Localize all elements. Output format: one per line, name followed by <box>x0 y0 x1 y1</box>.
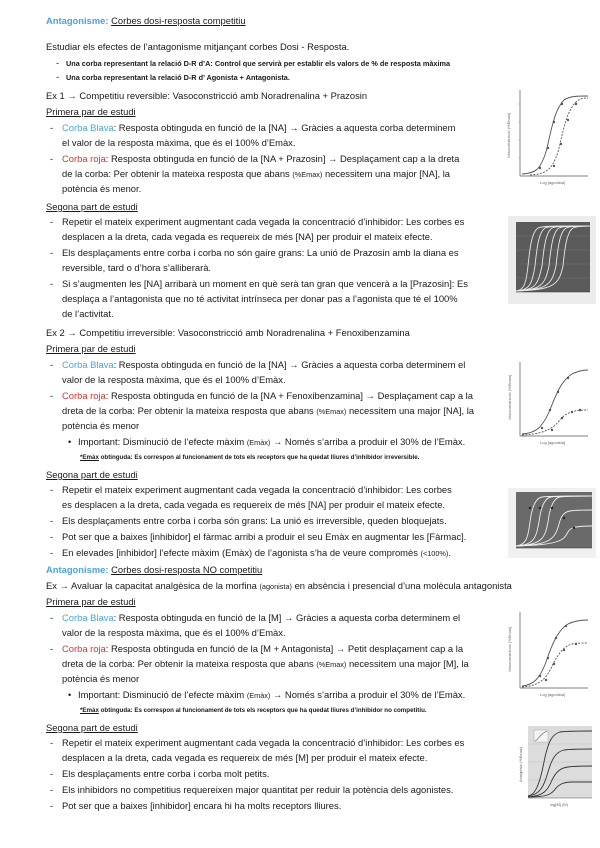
p2-line: es desplacen a la dreta, cada vegada es requereix de més [NA] per produir el mateix efecte. <box>62 499 446 510</box>
example-2-title: Ex 2 → Competitiu irreversible: Vasoconstricció amb Noradrenalina + Fenoxibenzamina <box>46 327 410 338</box>
dash-marker: - <box>50 547 54 558</box>
blue-curve-line-2: el valor de la resposta màxima, que és el 100% d’Emàx. <box>62 137 296 148</box>
figure-noncompetitive-dose-response <box>506 608 590 704</box>
red-curve-line-1: Corba roja: Resposta obtinguda en funció de la [NA + Fenoxibenzamina] → Desplaçament cap a la <box>62 390 473 401</box>
section-heading-competitive <box>46 14 246 27</box>
part-1-title: Primera par de estudi <box>46 596 136 607</box>
part-2-title: Segona part de estudi <box>46 722 138 733</box>
figure-irreversible-dose-response <box>506 358 590 452</box>
dash-marker: - <box>56 71 60 82</box>
p2-line: Repetir el mateix experiment augmentant cada vegada la concentració d’inhibidor: Les corbes es <box>62 216 465 227</box>
part-2-title: Segona part de estudi <box>46 469 138 480</box>
dash-marker: - <box>50 612 54 623</box>
blue-curve-label: Corba Blava <box>62 122 114 133</box>
p2-line: desplacen a la dreta, cada vegada es requereix de més [M] per produir el mateix efecte. <box>62 752 428 763</box>
p2-line: Pot ser que a baixes [inhibidor] encara hi ha molts receptors lliures. <box>62 800 342 811</box>
red-curve-label: Corba roja <box>62 390 106 401</box>
figure-reversible-dose-response <box>506 86 590 194</box>
p2-line: Els desplaçaments entre corba i corba molt petits. <box>62 768 270 779</box>
dash-marker: - <box>50 278 54 289</box>
dash-marker: - <box>50 359 54 370</box>
dash-marker: - <box>50 531 54 542</box>
dash-marker: - <box>50 247 54 258</box>
dash-marker: - <box>50 515 54 526</box>
p2-line: Els inhibidors no competitius requereixen major quantitat per reduir la potència dels agonistes. <box>62 784 454 795</box>
p2-line: desplaça a l’antagonista que no té activitat intrínseca per donar pas a l’agonista que té el 100% <box>62 293 458 304</box>
p2-line: En elevades [inhibidor] l’efecte màxim (Emàx) de l’agonista s’ha de veure compromès (<100%). <box>62 547 451 558</box>
p2-line: de l’activitat. <box>62 308 114 319</box>
part-1-title: Primera par de estudi <box>46 106 136 117</box>
example-1-title: Ex 1 → Competitiu reversible: Vasoconstricció amb Noradrenalina + Prazosin <box>46 90 368 101</box>
p2-line: reversible, tard o d’hora s’alliberarà. <box>62 262 212 273</box>
heading-prefix: Antagonisme: <box>46 15 109 26</box>
p2-line: Repetir el mateix experiment augmentant cada vegada la concentració d’inhibidor: Les corbes <box>62 484 452 495</box>
dash-marker: - <box>50 122 54 133</box>
figure-irreversible-series <box>508 488 596 558</box>
p2-line: Els desplaçaments entre corba i corba són grans: La unió es irreversible, queden bloquejats. <box>62 515 447 526</box>
dash-marker: - <box>50 390 54 401</box>
fig5-x-label: Log [agonista] <box>540 692 566 697</box>
example-3-title: Ex → Avaluar la capacitat analgèsica de la morfina (agonista) en absència i presencial d’una molècula antagonista <box>46 580 512 591</box>
figure-noncompetitive-series <box>516 722 596 814</box>
heading-prefix: Antagonisme: <box>46 564 109 575</box>
fig3-y-label: Vasoconstricció (%Emax) <box>507 374 512 420</box>
blue-curve-line-2: valor de la resposta màxima, que és el 100% d’Emàx. <box>62 627 286 638</box>
dash-marker: - <box>50 737 54 748</box>
blue-curve-label: Corba Blava <box>62 359 114 370</box>
dash-marker: - <box>50 800 54 811</box>
red-curve-line-1: Corba roja: Resposta obtinguda en funció de la [M + Antagonista] → Petit desplaçament cap a la <box>62 643 464 654</box>
blue-curve-line-1: Corba Blava: Resposta obtinguda en funció de la [NA] → Gràcies a aquesta corba determinem el <box>62 359 466 370</box>
red-curve-line-3: potència és menor <box>62 673 140 684</box>
fig5-y-label: Vasoconstricció (%Emax) <box>507 626 512 672</box>
p2-line: Pot ser que a baixes [inhibidor] el fàrmac arribi a produir el seu Emàx en augmentar les [Fàrmac]. <box>62 531 467 542</box>
red-curve-line-3: potència és menor. <box>62 183 142 194</box>
section-heading-noncompetitive <box>46 563 262 576</box>
part-2-title: Segona part de estudi <box>46 201 138 212</box>
fig6-y-label: Analgèsia (%Emax) <box>518 746 523 782</box>
part-1-title: Primera par de estudi <box>46 343 136 354</box>
figure-reversible-series <box>508 216 596 304</box>
dash-marker: - <box>50 643 54 654</box>
footnote-irreversible: *Emàx obtinguda: Es correspon al funcionament de tots els receptors que ha quedat lliures d’inhibidor irreversible. <box>80 454 420 461</box>
red-curve-line-3: potència és menor <box>62 420 140 431</box>
dash-marker: - <box>50 216 54 227</box>
bullet-dot: • <box>68 689 72 700</box>
dash-marker: - <box>50 784 54 795</box>
fig1-x-label: Log [agonista] <box>540 180 566 185</box>
blue-curve-line-1: Corba Blava: Resposta obtinguda en funció de la [M] → Gràcies a aquesta corba determinem el <box>62 612 461 623</box>
dash-marker: - <box>50 153 54 164</box>
red-curve-line-2: dreta de la corba: Per obtenir la mateixa resposta que abans (%Emax) necessitem una major [M], la <box>62 658 469 669</box>
bullet-antagonist-curve: Una corba representant la relació D-R d’ Agonista + Antagonista. <box>66 73 290 82</box>
dash-marker: - <box>50 768 54 779</box>
p2-line: Si s’augmenten les [NA] arribarà un moment en què serà tan gran que vencerà a la [Prazosin]: Es <box>62 278 468 289</box>
fig1-y-label: Vasoconstricció (%Emax) <box>506 112 511 158</box>
heading-title: Corbes dosi-resposta NO competitiu <box>111 564 263 575</box>
bullet-control-curve: Una corba representant la relació D-R d’A: Control que servirà per establir els valors de % de resposta màxima <box>66 59 451 68</box>
p2-line: desplacen a la dreta, cada vegada es requereix de més [NA] per produir el mateix efecte. <box>62 231 433 242</box>
blue-curve-label: Corba Blava <box>62 612 114 623</box>
red-curve-line-2: de la corba: Per obtenir la mateixa resposta que abans (%Emax) necessitem una major [NA], la <box>62 168 451 179</box>
dash-marker: - <box>50 484 54 495</box>
footnote-noncompetitive: *Emàx obtinguda: Es correspon al funcionament de tots els receptors que ha quedat lliures d’inhibidor no competitiu. <box>80 707 427 714</box>
bullet-dot: • <box>68 436 72 447</box>
red-curve-label: Corba roja <box>62 643 106 654</box>
important-note: Important: Disminució de l’efecte màxim (Emàx) → Només s’arriba a produir el 30% de l’Emàx. <box>78 436 466 447</box>
blue-curve-line-1: Corba Blava: Resposta obtinguda en funció de la [NA] → Gràcies a aquesta corba determinem <box>62 122 456 133</box>
heading-title: Corbes dosi-resposta competitiu <box>111 15 246 26</box>
p2-line: Repetir el mateix experiment augmentant cada vegada la concentració d’inhibidor: Les corbes es <box>62 737 465 748</box>
intro-text: Estudiar els efectes de l’antagonisme mitjançant corbes Dosi - Resposta. <box>46 41 350 52</box>
p2-line: Els desplaçaments entre corba i corba no són gaire grans: La unió de Prazosin amb la diana es <box>62 247 459 258</box>
dash-marker: - <box>56 57 60 68</box>
important-note: Important: Disminució de l’efecte màxim (Emàx) → Només s’arriba a produir el 30% de l’Emàx. <box>78 689 466 700</box>
fig6-x-label: log[M] (M) <box>550 802 568 807</box>
fig3-x-label: Log [agonista] <box>540 440 566 445</box>
red-curve-line-1: Corba roja: Resposta obtinguda en funció de la [NA + Prazosin] → Desplaçament cap a la dreta <box>62 153 460 164</box>
blue-curve-line-2: valor de la resposta màxima, que és el 100% d’Emàx. <box>62 374 286 385</box>
red-curve-line-2: dreta de la corba: Per obtenir la mateixa resposta que abans (%Emax) necessitem una major [NA], la <box>62 405 474 416</box>
red-curve-label: Corba roja <box>62 153 106 164</box>
